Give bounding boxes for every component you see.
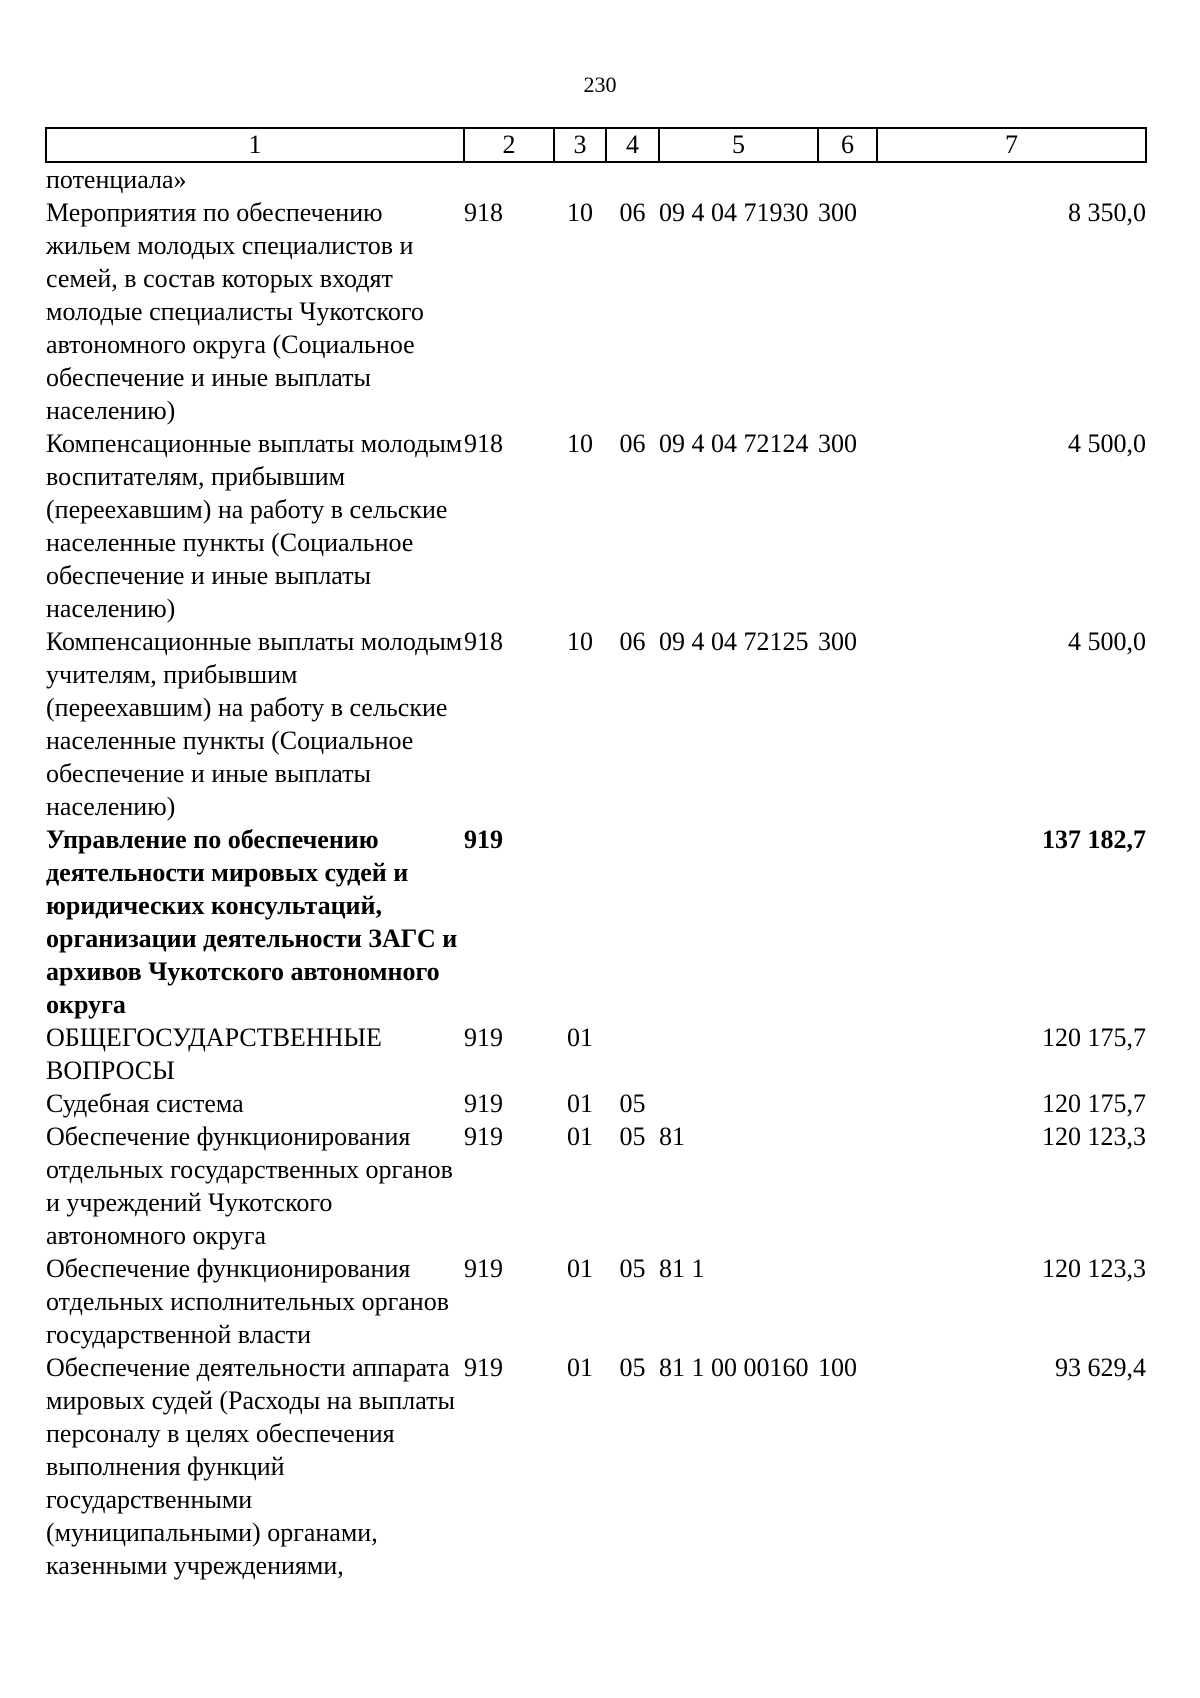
table-row (46, 823, 1146, 1021)
subsection-code: 05 (619, 1353, 646, 1382)
target-article-code (659, 1087, 818, 1120)
table-row (46, 1252, 1146, 1351)
row-name: потенциала» (46, 165, 187, 194)
admin-code: 918 (464, 627, 503, 656)
amount: 120 175,7 (1042, 1089, 1146, 1118)
admin-code: 918 (464, 429, 503, 458)
row-name: Обеспечение функционирования отдельных исполнительных органов государственной власти (46, 1254, 449, 1349)
admin-code: 919 (464, 1353, 503, 1382)
section-code: 10 (567, 198, 593, 227)
subsection-code (606, 162, 659, 196)
table-row (46, 1351, 1146, 1582)
subsection-code: 05 (619, 1122, 646, 1151)
admin-code: 918 (464, 198, 503, 227)
column-header: 3 (554, 128, 606, 162)
column-header: 6 (818, 128, 877, 162)
amount: 137 182,7 (1042, 825, 1146, 854)
row-name: Обеспечение функционирования отдельных государственных органов и учреждений Чукотского автономного округа (46, 1122, 453, 1250)
target-article-code: 09 4 04 71930 (659, 198, 809, 227)
subsection-code (606, 1021, 659, 1087)
amount: 93 629,4 (1055, 1353, 1146, 1382)
target-article-code: 81 1 00 00160 (659, 1353, 809, 1382)
section-code: 01 (567, 1023, 593, 1052)
expense-type-code (818, 1021, 877, 1087)
target-article-code: 81 (659, 1122, 685, 1151)
admin-code: 919 (464, 825, 503, 854)
section-code: 10 (567, 429, 593, 458)
table-row (46, 162, 1146, 196)
subsection-code: 06 (619, 429, 646, 458)
amount: 120 175,7 (1042, 1023, 1146, 1052)
section-code: 01 (567, 1353, 593, 1382)
subsection-code: 06 (619, 627, 646, 656)
column-header: 4 (606, 128, 659, 162)
admin-code: 919 (464, 1089, 503, 1118)
section-code: 01 (567, 1122, 593, 1151)
admin-code: 919 (464, 1023, 503, 1052)
expense-type-code: 300 (818, 627, 857, 656)
target-article-code (659, 823, 818, 1021)
table-row (46, 1087, 1146, 1120)
admin-code (464, 162, 554, 196)
expense-type-code: 100 (818, 1353, 857, 1382)
section-code: 10 (567, 627, 593, 656)
expense-type-code (818, 1087, 877, 1120)
amount: 4 500,0 (1068, 627, 1146, 656)
section-code: 01 (567, 1254, 593, 1283)
row-name: Компенсационные выплаты молодым воспитателям, прибывшим (переехавшим) на работу в сельские населенные пункты (Социальное обеспечение и иные выплаты населению) (46, 429, 463, 623)
amount: 8 350,0 (1068, 198, 1146, 227)
table-row (46, 625, 1146, 823)
subsection-code (606, 823, 659, 1021)
column-header: 1 (46, 128, 464, 162)
expense-type-code: 300 (818, 198, 857, 227)
row-name: ОБЩЕГОСУДАРСТВЕННЫЕ ВОПРОСЫ (46, 1023, 382, 1085)
expense-type-code (818, 1252, 877, 1351)
row-name: Управление по обеспечению деятельности мировых судей и юридических консультаций, организации деятельности ЗАГС и архивов Чукотского автономного округа (46, 825, 458, 1019)
subsection-code: 05 (619, 1254, 646, 1283)
admin-code: 919 (464, 1122, 503, 1151)
expense-type-code (818, 1120, 877, 1252)
table-row (46, 196, 1146, 427)
page-number: 230 (583, 72, 617, 97)
expense-type-code (818, 823, 877, 1021)
table-row (46, 427, 1146, 625)
section-code (554, 162, 606, 196)
column-number-header (46, 128, 1146, 162)
row-name: Судебная система (46, 1089, 244, 1118)
row-name: Мероприятия по обеспечению жильем молодых специалистов и семей, в состав которых входят молодые специалисты Чукотского автономного округа (Социальное обеспечение и иные выплаты населению) (46, 198, 424, 425)
target-article-code (659, 162, 818, 196)
column-header: 5 (659, 128, 818, 162)
budget-table (45, 127, 1147, 1582)
table-row (46, 1120, 1146, 1252)
row-name: Обеспечение деятельности аппарата мировых судей (Расходы на выплаты персоналу в целях обеспечения выполнения функций государственными (муниципальными) органами, казенными учреждениями, (46, 1353, 455, 1580)
target-article-code: 09 4 04 72125 (659, 627, 809, 656)
table-row (46, 1021, 1146, 1087)
amount: 120 123,3 (1042, 1254, 1146, 1283)
subsection-code: 06 (619, 198, 646, 227)
target-article-code: 81 1 (659, 1254, 705, 1283)
row-name: Компенсационные выплаты молодым учителям, прибывшим (переехавшим) на работу в сельские населенные пункты (Социальное обеспечение и иные выплаты населению) (46, 627, 463, 821)
amount: 4 500,0 (1068, 429, 1146, 458)
subsection-code: 05 (619, 1089, 646, 1118)
amount (877, 162, 1146, 196)
section-code (554, 823, 606, 1021)
column-header: 7 (877, 128, 1146, 162)
section-code: 01 (567, 1089, 593, 1118)
target-article-code (659, 1021, 818, 1087)
admin-code: 919 (464, 1254, 503, 1283)
amount: 120 123,3 (1042, 1122, 1146, 1151)
expense-type-code: 300 (818, 429, 857, 458)
target-article-code: 09 4 04 72124 (659, 429, 809, 458)
column-header: 2 (464, 128, 554, 162)
expense-type-code (818, 162, 877, 196)
